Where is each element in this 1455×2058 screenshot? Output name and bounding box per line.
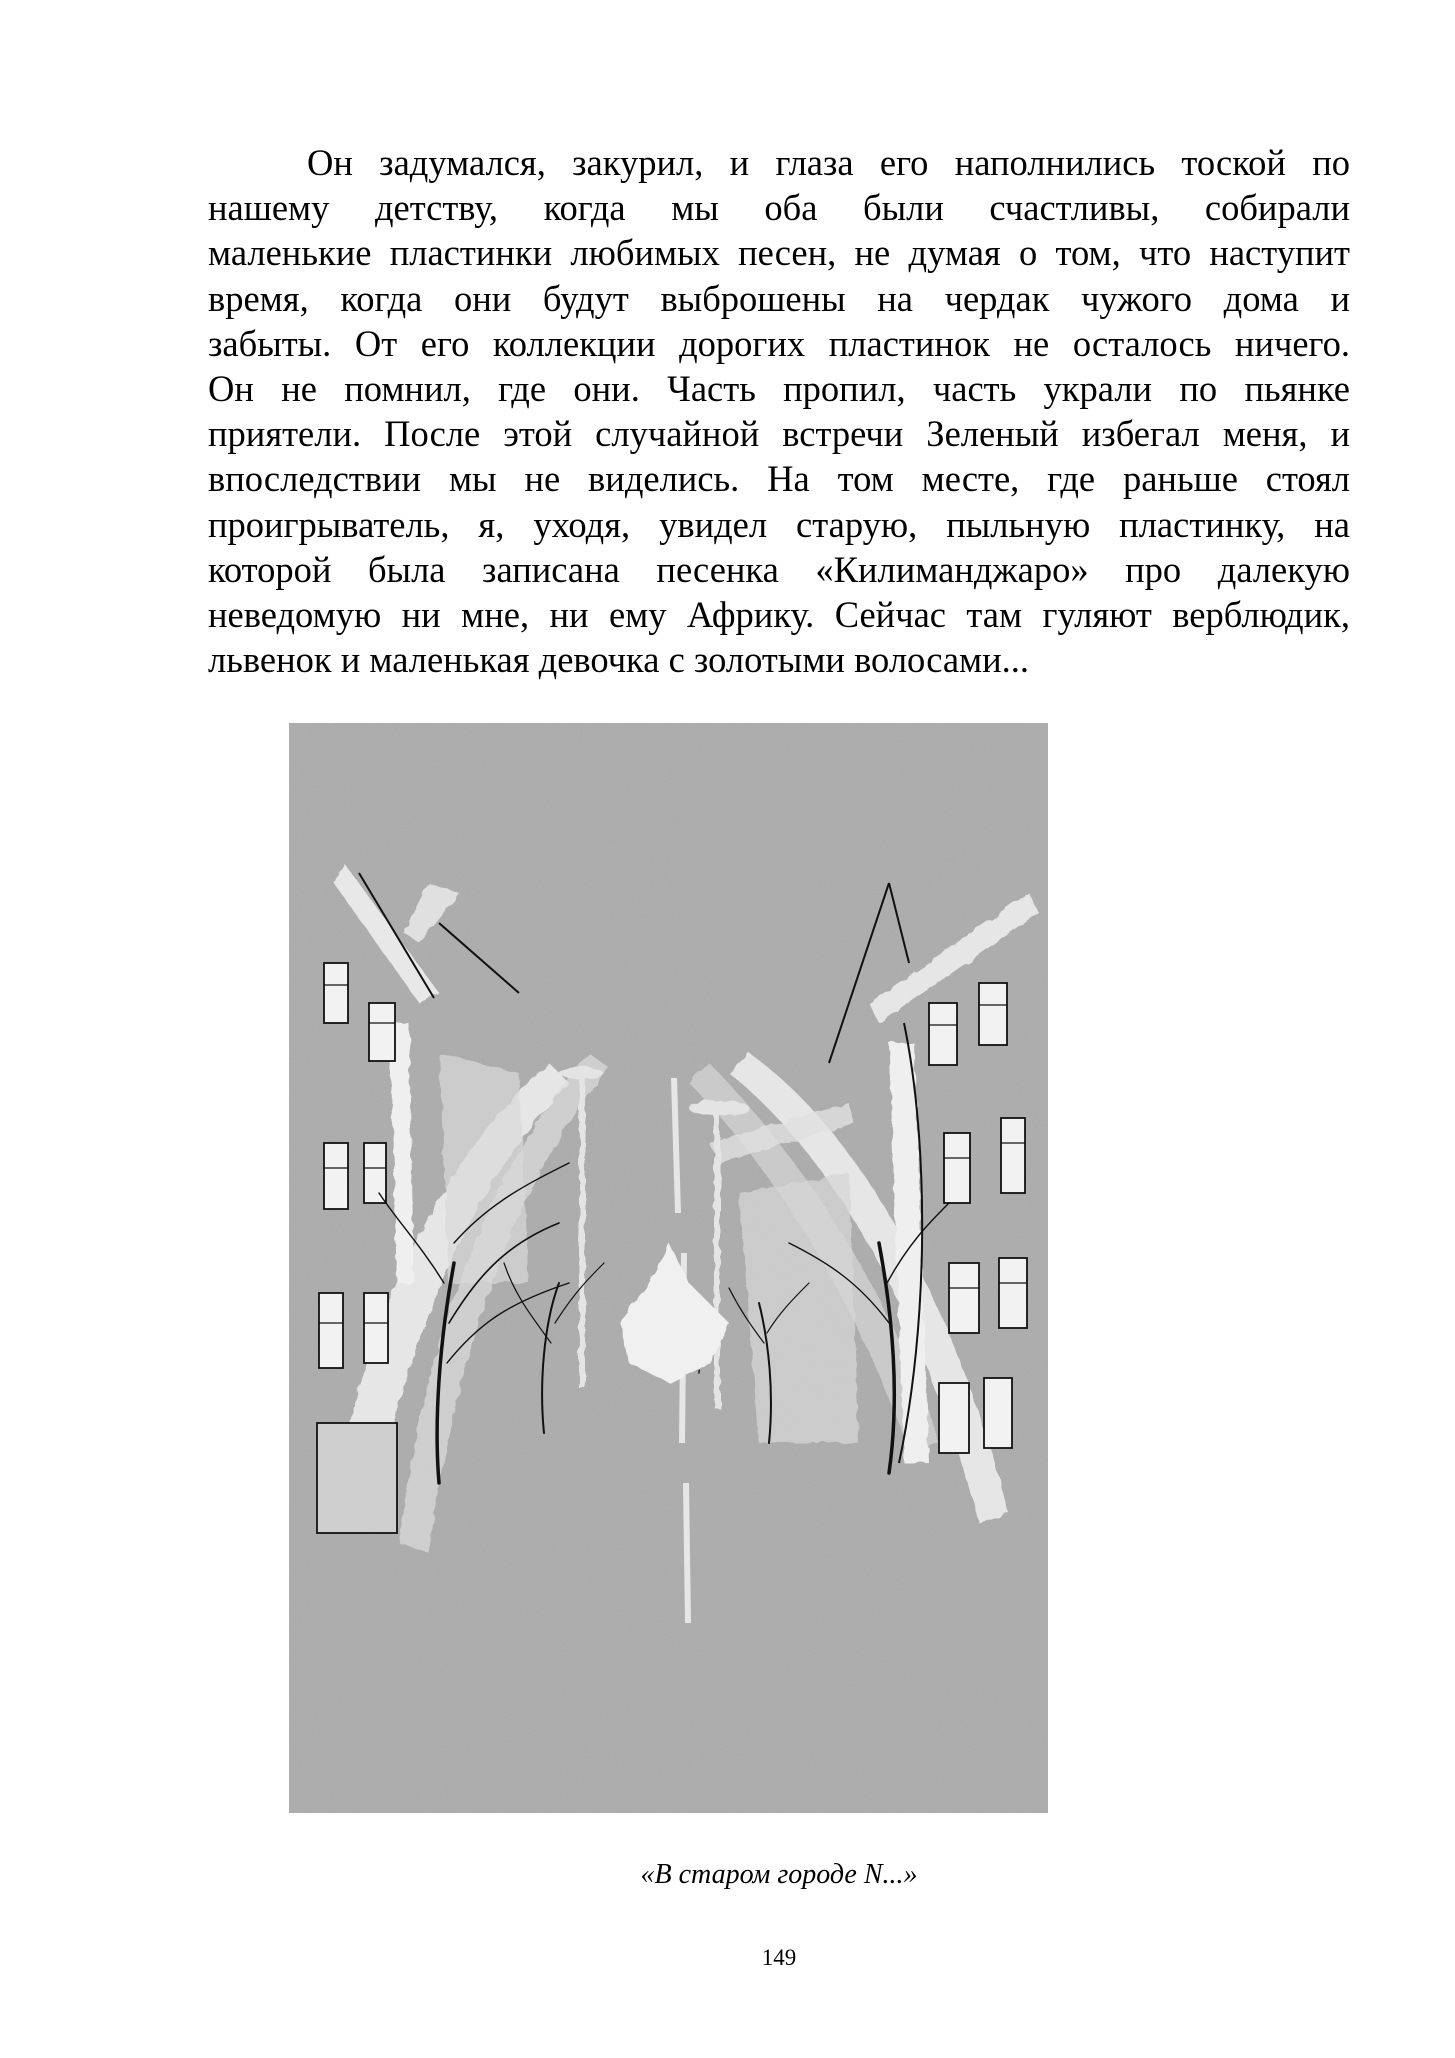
street-sketch-icon <box>289 723 1048 1813</box>
text-line: неведомую ни мне, ни ему Африку. Сейчас там гуляют верблюдик, <box>208 593 1350 635</box>
text-line: львенок и маленькая девочка с золотыми волосами... <box>208 639 1030 681</box>
text-line: нашему детству, когда мы оба были счастливы, собирали <box>208 187 1350 229</box>
text-line: приятели. После этой случайной встречи Зеленый избегал меня, и <box>208 413 1350 455</box>
illustration-caption: «В старом городе N...» <box>640 1859 918 1890</box>
text-line: время, когда они будут выброшены на чердак чужого дома и <box>208 277 1350 319</box>
text-line: впоследствии мы не виделись. На том месте, где раньше стоял <box>208 458 1350 500</box>
text-line: Он не помнил, где они. Часть пропил, часть украли по пьянке <box>208 367 1350 409</box>
page-number: 149 <box>761 1945 797 1970</box>
text-line: маленькие пластинки любимых песен, не думая о том, что наступит <box>208 232 1350 274</box>
body-paragraph <box>208 140 1350 682</box>
street-illustration <box>289 723 1048 1813</box>
text-line: забыты. От его коллекции дорогих пластинок не осталось ничего. <box>208 322 1350 364</box>
text-line: проигрыватель, я, уходя, увидел старую, пыльную пластинку, на <box>208 503 1350 545</box>
text-line: Он задумался, закурил, и глаза его наполнились тоской по <box>307 142 1350 183</box>
text-line: которой была записана песенка «Килиманджаро» про далекую <box>208 548 1350 590</box>
